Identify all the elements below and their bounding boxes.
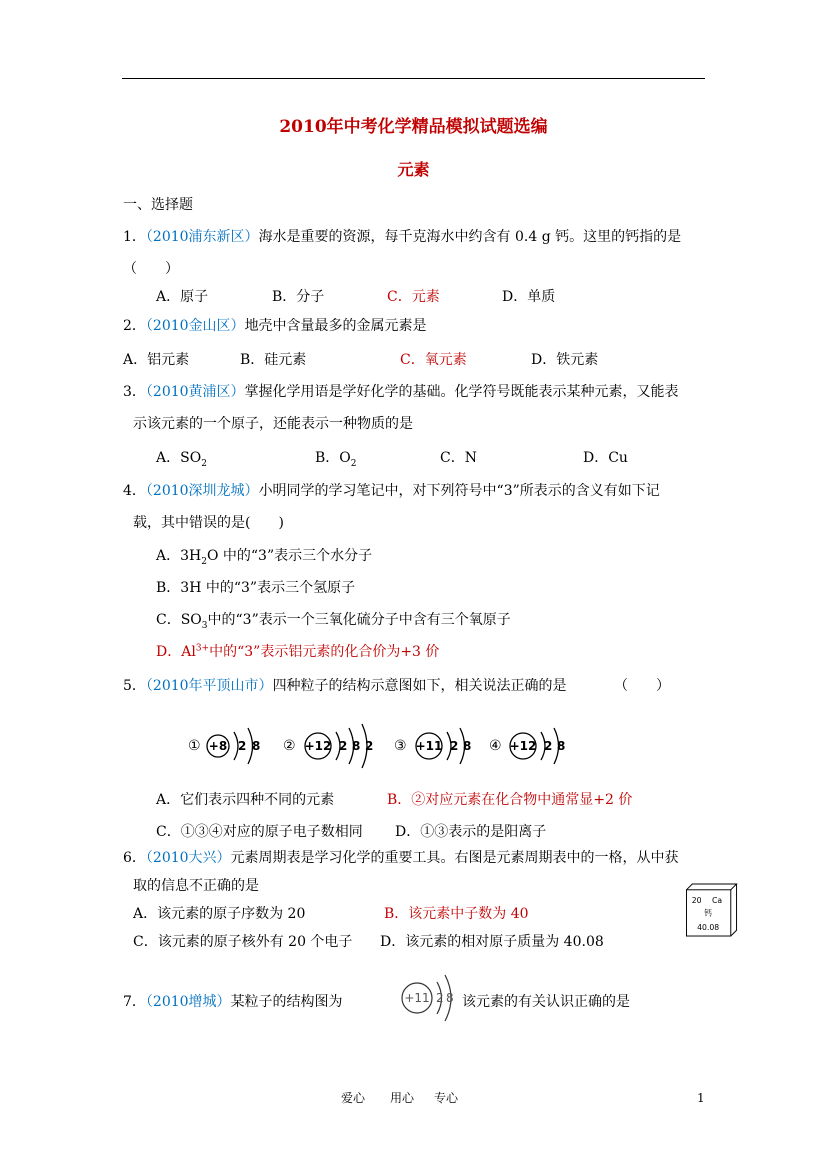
page-number: 1 (697, 1091, 705, 1105)
element-symbol: Ca (712, 895, 723, 905)
atom-diagram (398, 969, 462, 1029)
option-d: D．Cu (583, 450, 628, 466)
option-d: D．单质 (502, 289, 556, 305)
atom-label: ③ (394, 738, 407, 754)
question-text: 某粒子的结构图为 (230, 994, 343, 1010)
nucleus-charge: +11 (415, 739, 443, 753)
atom-label: ② (283, 738, 296, 754)
shell-electrons: 8 (446, 991, 454, 1005)
option-a: A．该元素的原子序数为 20 (133, 906, 306, 922)
question-text: 掌握化学用语是学好化学的基础。化学符号既能表示某种元素，又能表 (244, 384, 679, 400)
option-b: B．$O_2$ (315, 450, 357, 469)
question-1 (123, 226, 681, 246)
page-subtitle: 元素 (397, 160, 430, 179)
footer-motto-1: 爱心 (341, 1091, 366, 1105)
atom-diagrams (186, 722, 576, 770)
atom-label: ④ (489, 738, 502, 754)
atom-label: ① (188, 738, 201, 754)
question-7 (123, 991, 343, 1011)
question-text-after: 该元素的有关认识正确的是 (462, 994, 630, 1010)
shell-electrons: 2 (450, 739, 459, 753)
option-b: B．分子 (272, 289, 325, 305)
question-4 (123, 480, 660, 500)
shell-electrons: 8 (352, 739, 361, 753)
option-a: A．$3H_2O$ 中的“3”表示三个水分子 (156, 548, 373, 567)
footer-motto-3: 专心 (434, 1091, 459, 1105)
question-5 (123, 675, 567, 695)
question-text-line2: 取的信息不正确的是 (133, 878, 259, 894)
footer-motto-2: 用心 (390, 1091, 415, 1105)
question-number: 2． (123, 318, 146, 334)
question-source: （2010增城） (145, 994, 231, 1010)
option-d: D．铁元素 (531, 352, 599, 368)
question-number: 3． (123, 384, 146, 400)
option-c: C．①③④对应的原子电子数相同 (156, 824, 363, 840)
nucleus-charge: +12 (509, 739, 537, 753)
shell-electrons: 2 (238, 739, 247, 753)
question-text: 海水是重要的资源，每千克海水中约含有 0.4 g 钙。这里的钙指的是 (258, 229, 682, 245)
nucleus-charge: +12 (304, 739, 332, 753)
question-text-line2: 载，其中错误的是( ) (133, 515, 284, 531)
element-name: 钙 (704, 908, 712, 918)
question-source: （2010深圳龙城） (145, 483, 259, 499)
option-d: D．①③表示的是阳离子 (395, 824, 547, 840)
option-b: B．②对应元素在化合物中通常显+2 价 (387, 792, 633, 808)
page-title: 2010年中考化学精品模拟试题选编 (279, 117, 548, 137)
header-rule (122, 78, 705, 79)
periodic-table-cell (686, 883, 738, 938)
answer-blank: （ ） (614, 678, 670, 694)
option-b: B．该元素中子数为 40 (384, 906, 529, 922)
option-c: C．氧元素 (400, 352, 467, 368)
option-b: B．3H 中的“3”表示三个氢原子 (156, 580, 356, 596)
question-number: 1． (123, 229, 146, 245)
option-a: A．$SO_2$ (156, 450, 207, 469)
question-number: 4． (123, 483, 146, 499)
section-heading: 一、选择题 (123, 197, 193, 213)
question-2 (123, 315, 427, 335)
question-text-line2: 示该元素的一个原子，还能表示一种物质的是 (133, 416, 413, 432)
shell-electrons: 8 (557, 739, 566, 753)
nucleus-charge: +11 (404, 991, 430, 1005)
question-source: （2010大兴） (145, 850, 231, 866)
question-number: 6． (123, 850, 146, 866)
question-text: 元素周期表是学习化学的重要工具。右图是元素周期表中的一格，从中获 (230, 850, 679, 866)
question-6 (123, 847, 679, 867)
option-c: C．该元素的原子核外有 20 个电子 (133, 934, 353, 950)
question-number: 5． (123, 678, 146, 694)
option-a: A．铝元素 (123, 352, 190, 368)
question-source: （2010金山区） (145, 318, 245, 334)
shell-electrons: 2 (339, 739, 348, 753)
option-a: A．它们表示四种不同的元素 (156, 792, 335, 808)
question-text: 四种粒子的结构示意图如下，相关说法正确的是 (272, 678, 567, 694)
option-c: C．N (440, 450, 477, 466)
shell-electrons: 8 (463, 739, 472, 753)
shell-electrons: 8 (252, 739, 261, 753)
atomic-mass: 40.08 (697, 922, 720, 932)
option-d: D．该元素的相对原子质量为 40.08 (380, 934, 604, 950)
option-c: C．元素 (387, 289, 440, 305)
question-text: 地壳中含量最多的金属元素是 (244, 318, 427, 334)
atomic-number: 20 (691, 895, 702, 905)
question-text: 小明同学的学习笔记中，对下列符号中“3”所表示的含义有如下记 (258, 483, 660, 499)
answer-blank: （ ） (123, 261, 179, 277)
option-b: B．硅元素 (240, 352, 307, 368)
shell-electrons: 2 (544, 739, 553, 753)
question-source: （2010年平顶山市） (145, 678, 273, 694)
question-3 (123, 381, 679, 401)
shell-electrons: 2 (365, 739, 374, 753)
question-source: （2010浦东新区） (145, 229, 259, 245)
nucleus-charge: +8 (208, 739, 228, 753)
option-a: A．原子 (156, 289, 209, 305)
question-source: （2010黄浦区） (145, 384, 245, 400)
option-d: D．$Al^{3+}$中的“3”表示铝元素的化合价为+3 价 (156, 643, 440, 660)
option-c: C．$SO_3$中的“3”表示一个三氧化硫分子中含有三个氧原子 (156, 612, 511, 631)
question-number: 7． (123, 994, 146, 1010)
shell-electrons: 2 (436, 991, 444, 1005)
